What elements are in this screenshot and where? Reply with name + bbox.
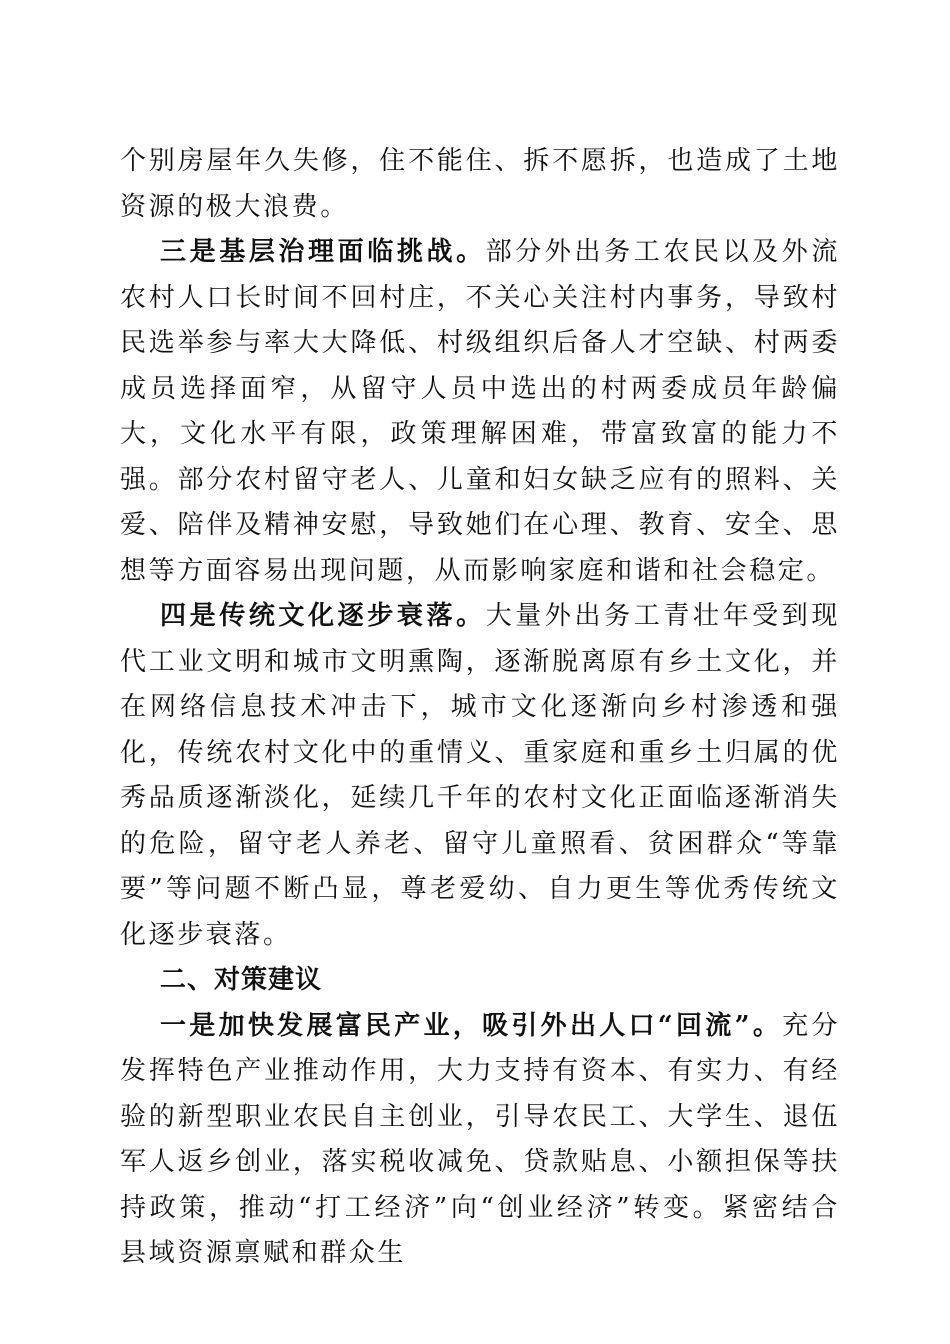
paragraph-lead: 一是加快发展富民产业，吸引外出人口“回流”。 — [160, 1010, 783, 1041]
section-heading: 二、对策建议 — [160, 965, 323, 995]
document-body — [120, 139, 840, 1277]
paragraph-housing — [120, 139, 840, 230]
paragraph-text: 大量外出务工青壮年受到现代工业文明和城市文明熏陶，逐渐脱离原有乡土文化，并在网络信息技术冲击下，城市文化逐渐向乡村渗透和强化，传统农村文化中的重情义、重家庭和重乡土归属的优秀品质逐渐淡化，延续几千年的农村文化正面临逐渐消失的危险，留守老人养老、留守儿童照看、贫困群众“等靠要”等问题不断凸显，尊老爱幼、自力更生等优秀传统文化逐步衰落。 — [120, 601, 840, 950]
paragraph-lead: 四是传统文化逐步衰落。 — [160, 601, 486, 631]
paragraph-text: 部分外出务工农民以及外流农村人口长时间不回村庄，不关心关注村内事务，导致村民选举参与率大大降低、村级组织后备人才空缺、村两委成员选择面窄，从留守人员中选出的村两委成员年龄偏大，文化水平有限，政策理解困难，带富致富的能力不强。部分农村留守老人、儿童和妇女缺乏应有的照料、关爱、陪伴及精神安慰，导致她们在心理、教育、安全、思想等方面容易出现问题，从而影响家庭和谐和社会稳定。 — [120, 237, 840, 586]
paragraph-text: 个别房屋年久失修，住不能住、拆不愿拆，也造成了土地资源的极大浪费。 — [120, 146, 840, 222]
paragraph-culture — [120, 594, 840, 958]
paragraph-text: 充分发挥特色产业推动作用，大力支持有资本、有实力、有经验的新型职业农民自主创业，引导农民工、大学生、退伍军人返乡创业，落实税收减免、贷款贴息、小额担保等扶持政策，推动“打工经济”向“创业经济”转变。紧密结合县域资源禀赋和群众生 — [120, 1010, 840, 1268]
paragraph-industry — [120, 1004, 840, 1277]
paragraph-governance — [120, 230, 840, 594]
paragraph-lead: 三是基层治理面临挑战。 — [160, 237, 486, 267]
